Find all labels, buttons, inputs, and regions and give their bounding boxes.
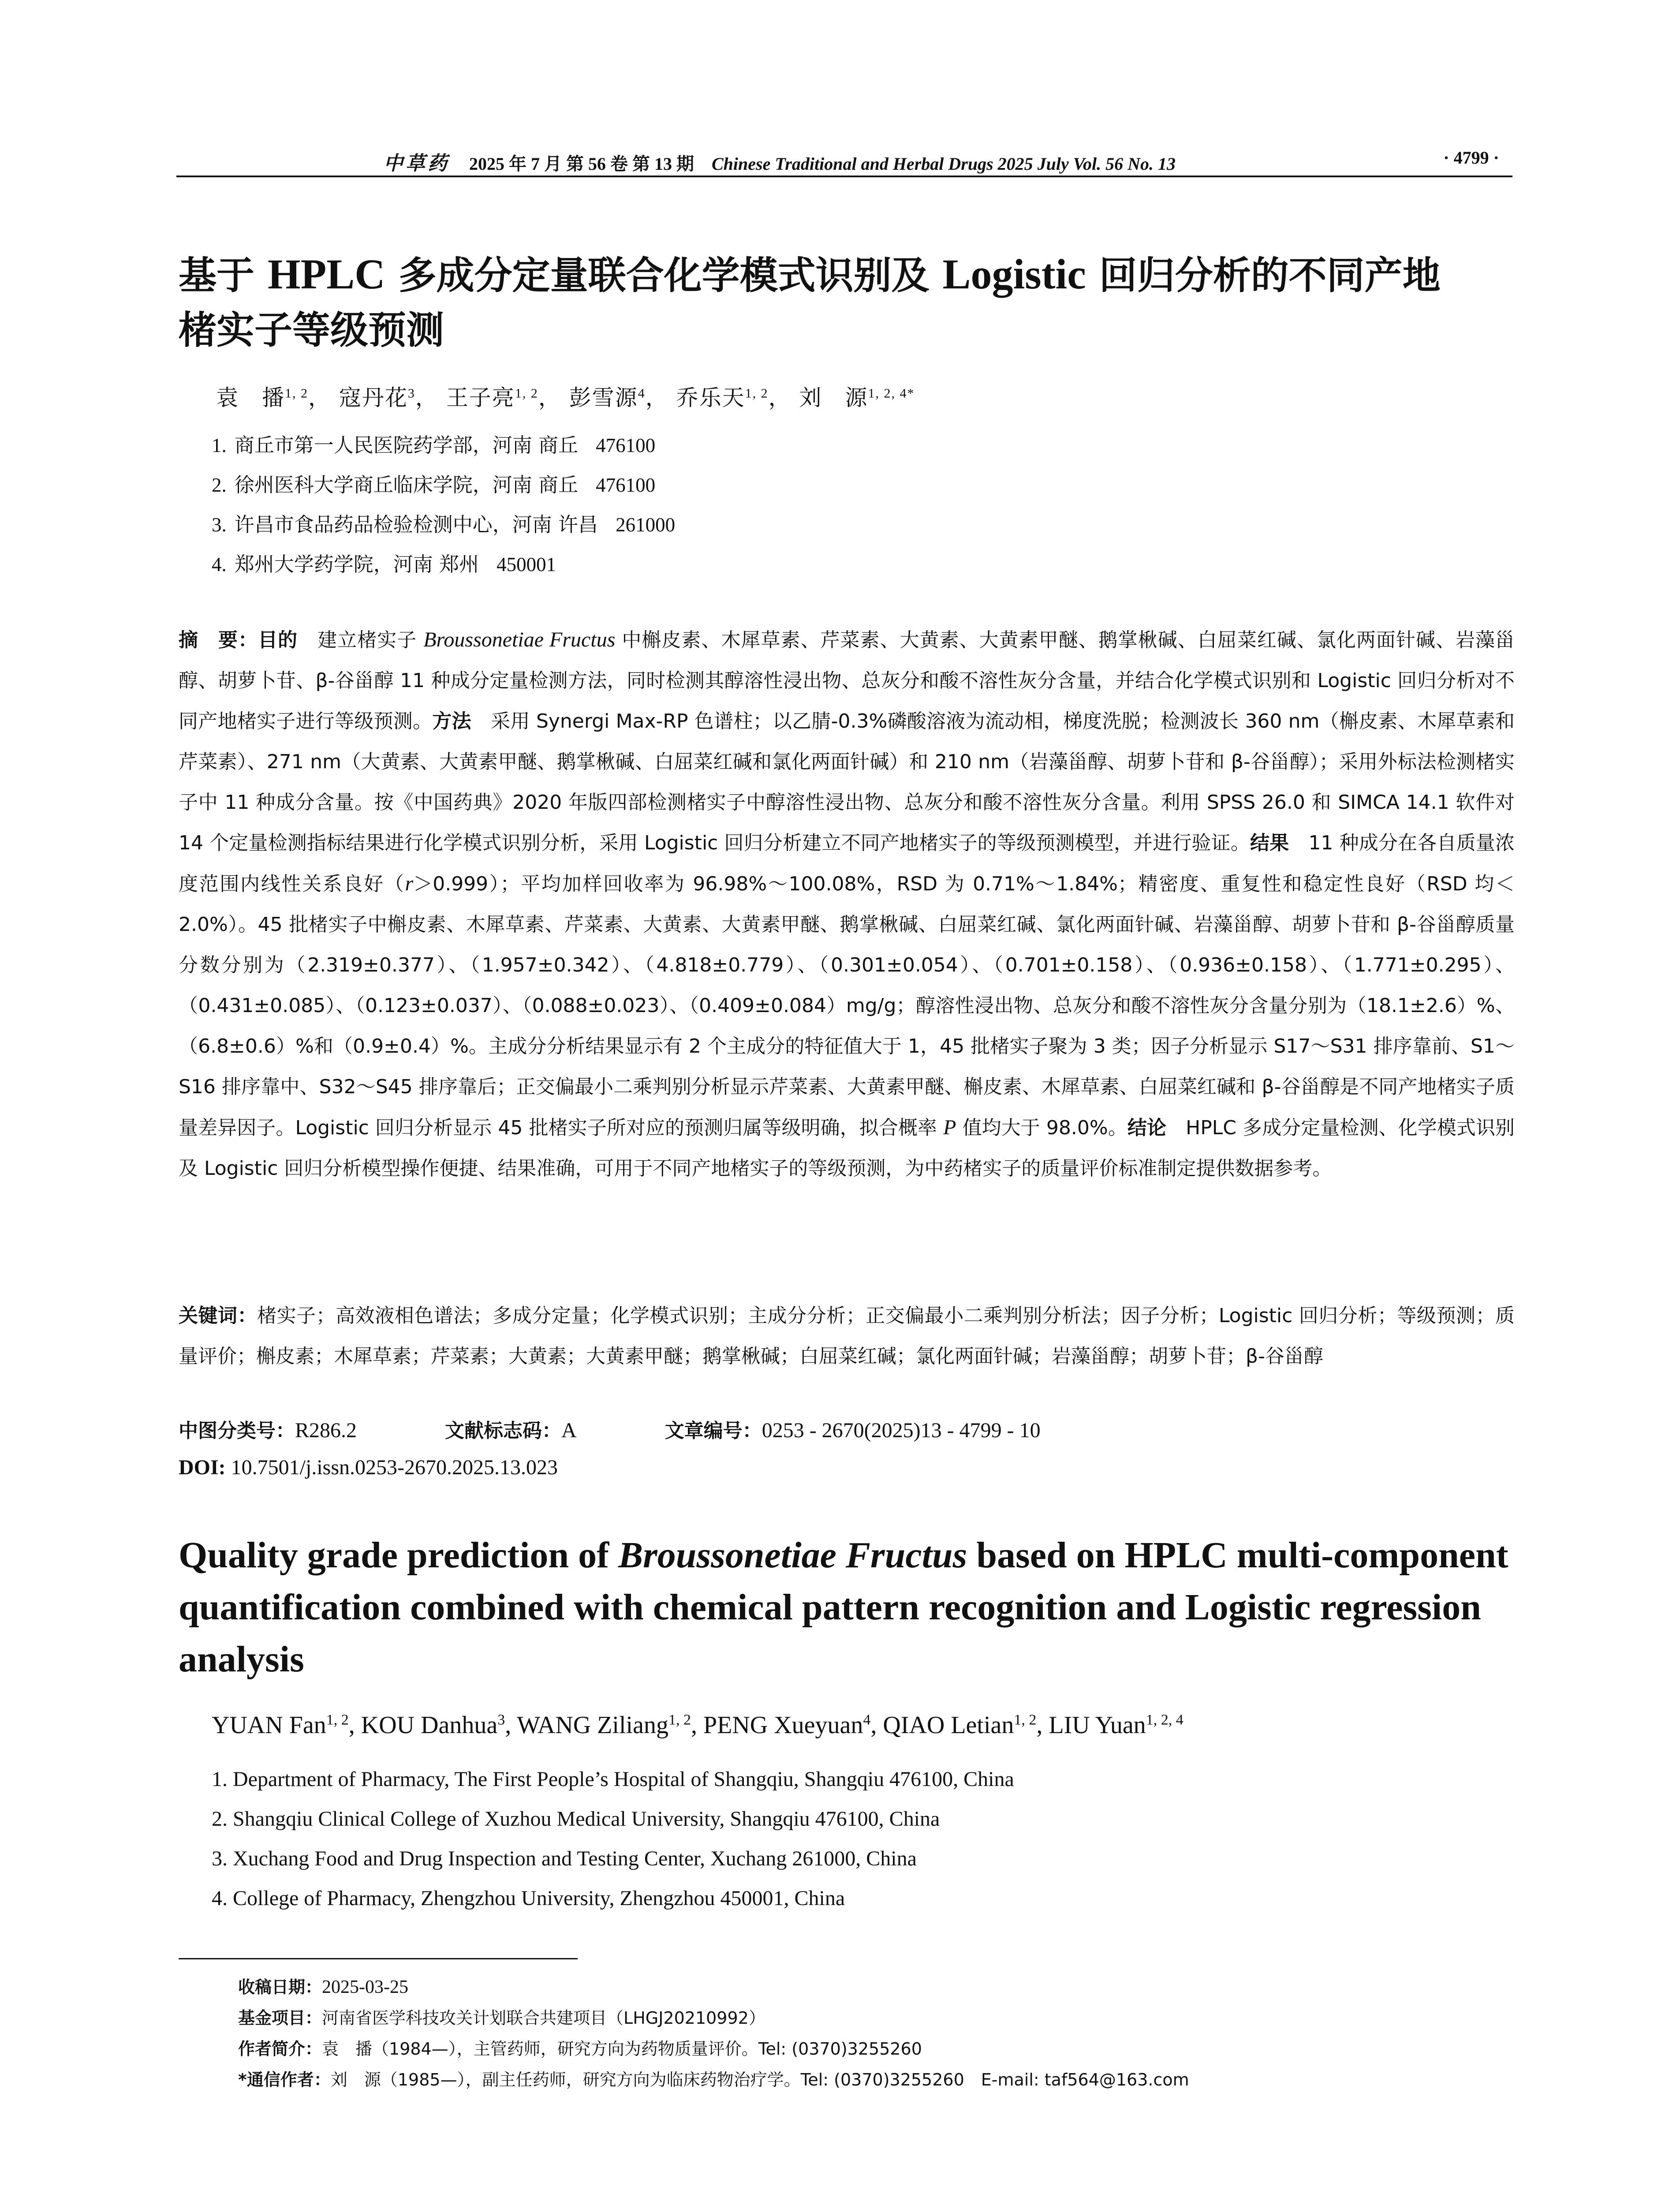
author-sup: 1, 2, 4	[1146, 1712, 1183, 1728]
keywords-label: 关键词：	[179, 1304, 258, 1327]
results-label: 结果	[1250, 832, 1289, 854]
latin-name: Broussonetiae Fructus	[423, 628, 616, 651]
affiliation-en: 1. Department of Pharmacy, The First People’s Hospital of Shangqiu, Shangqiu 476100, China	[212, 1768, 1014, 1791]
author-name: YUAN Fan	[212, 1712, 326, 1739]
author-cn	[676, 385, 769, 411]
author-cn	[216, 385, 308, 411]
footnote-value: 刘 源（1985—），副主任药师，研究方向为临床药物治疗学。Tel: (0370)3255260 E-mail: taf564@163.com	[330, 2070, 1189, 2089]
footnote-value: 河南省医学科技攻关计划联合共建项目（LHGJ20210992）	[322, 2008, 765, 2028]
affiliation-zip: 450001	[497, 553, 556, 576]
article-no-value: 0253 - 2670(2025)13 - 4799 - 10	[762, 1419, 1041, 1442]
author-name: PENG Xueyuan	[703, 1712, 863, 1739]
affiliation-text: 徐州医科大学商丘临床学院，河南 商丘	[234, 473, 579, 497]
author-name: QIAO Letian	[883, 1712, 1014, 1739]
affiliation-text: 商丘市第一人民医院药学部，河南 商丘	[234, 434, 579, 457]
footnote-label: 作者简介：	[238, 2039, 322, 2059]
article-no-label: 文章编号：	[665, 1420, 762, 1442]
footnote-label: 基金项目：	[238, 2008, 322, 2028]
author-name: 袁 播	[216, 385, 285, 411]
objective-text: 建立楮实子	[298, 629, 424, 651]
author-cn	[446, 385, 538, 411]
author-sup: 1, 2	[326, 1712, 349, 1728]
author-sup: 1, 2	[745, 386, 769, 401]
affiliation-zip: 476100	[596, 474, 656, 496]
affiliation-num: 1.	[212, 434, 227, 456]
author-en	[361, 1712, 505, 1739]
objective-label: 目的	[258, 629, 298, 651]
affiliation-text: 许昌市食品药品检验检测中心，河南 许昌	[234, 513, 598, 536]
affiliation-num: 2.	[212, 474, 227, 496]
author-name: 寇丹花	[339, 385, 408, 411]
author-name: WANG Ziliang	[517, 1712, 668, 1739]
author-sup: 4	[638, 386, 646, 401]
title-cn-part: 基于	[179, 254, 268, 298]
author-en	[1049, 1712, 1183, 1739]
author-en	[703, 1712, 870, 1739]
clc-label: 中图分类号：	[179, 1420, 295, 1442]
affiliation-en: 2. Shangqiu Clinical College of Xuzhou Medical University, Shangqiu 476100, China	[212, 1807, 940, 1831]
title-cn-line2: 楮实子等级预测	[179, 308, 444, 352]
affiliation-num: 4.	[212, 553, 227, 576]
author-cn	[339, 385, 415, 411]
author-sup: 1, 2, 4*	[868, 386, 915, 401]
author-sup: 1, 2	[285, 386, 308, 401]
methods-text: 采用 Synergi Max-RP 色谱柱；以乙腈-0.3%磷酸溶液为流动相，梯度洗脱；检测波长 360 nm（槲皮素、木犀草素和芹菜素）、271 nm（大黄素、大黄素甲醚、鹅掌楸碱、白屈菜红碱和氯化两面针碱）和 210 nm（岩藻甾醇、胡萝卜苷和 β-谷甾醇）；采用外标法检测楮实子中 11 种成分含量。按《中国药典》2020 年版四部检测楮实子中醇溶性浸出物、总灰分和酸不溶性灰分含量。利用 SPSS 26.0 和 SIMCA 14.1 软件对 14 个定量检测指标结果进行化学模式识别分析，采用 Logistic 回归分析建立不同产地楮实子的等级预测模型，并进行验证。	[179, 710, 1515, 854]
affiliation-zip: 476100	[596, 434, 656, 456]
author-name: 王子亮	[446, 385, 515, 411]
author-name: LIU Yuan	[1049, 1712, 1146, 1739]
footnote-corresponding	[238, 2066, 1189, 2090]
journal-logo: 中草药	[384, 152, 450, 175]
affiliation-zip: 261000	[616, 514, 676, 536]
methods-label: 方法	[432, 710, 471, 733]
author-cn	[799, 385, 915, 411]
footnote-rule	[179, 1958, 578, 1959]
issue-cn: 2025 年 7 月 第 56 卷 第 13 期	[469, 154, 694, 174]
author-sup: 1, 2	[515, 386, 538, 401]
author-sup: 3	[407, 386, 415, 401]
title-cn-part: 多成分定量联合化学模式识别及	[385, 254, 943, 298]
author-en	[212, 1712, 349, 1739]
author-sup: 3	[497, 1712, 505, 1728]
title-cn-part: HPLC	[267, 250, 385, 298]
author-en	[883, 1712, 1036, 1739]
authors-cn: 袁 播$^{1, 2}$， 寇丹花$^3$， 王子亮$^{1, 2}$， 彭雪源$^4$， 乔乐天$^{1, 2}$， 刘 源$^{1, 2, 4*}$	[216, 385, 915, 411]
title-en-part: Quality grade prediction of	[179, 1535, 619, 1576]
footnote-received	[238, 1973, 408, 1998]
running-header-left	[384, 147, 1176, 176]
affiliations-cn	[212, 426, 675, 584]
affiliation-text: 郑州大学药学院，河南 郑州	[234, 553, 479, 576]
running-header	[176, 142, 1512, 177]
doc-code-value: A	[561, 1419, 577, 1442]
doi-link[interactable]: 10.7501/j.issn.0253-2670.2025.13.023	[225, 1456, 558, 1479]
title-cn-part: Logistic	[942, 250, 1086, 298]
affiliation-cn	[212, 505, 675, 545]
author-sup: 1, 2	[1014, 1712, 1037, 1728]
journal-en: Chinese Traditional and Herbal Drugs 2025 July Vol. 56 No. 13	[712, 154, 1176, 174]
results-text: 11 种成分在各自质量浓度范围内线性关系良好（	[179, 832, 1515, 895]
footnote-fund	[238, 2004, 765, 2029]
footnote-value: 2025-03-25	[322, 1977, 408, 1997]
title-en-latin: Broussonetiae Fructus	[618, 1535, 967, 1576]
affiliation-cn	[212, 426, 675, 465]
title-cn-line1	[179, 247, 1515, 303]
title-en-part: based on HPLC multi-component quantification combined with chemical pattern recognition and Logistic regression analysis	[179, 1535, 1508, 1680]
abstract-label: 摘 要：	[179, 629, 258, 651]
results-text: ＞0.999）；平均加样回收率为 96.98%～100.08%，RSD 为 0.71%～1.84%；精密度、重复性和稳定性良好（RSD 均＜2.0%）。45 批楮实子中槲皮素、木犀草素、芹菜素、大黄素、大黄素甲醚、鹅掌楸碱、白屈菜红碱、氯化两面针碱、岩藻甾醇、胡萝卜苷和 β-谷甾醇质量分数分别为（2.319±0.377）、（1.957±0.342）、（4.818±0.779）、（0.301±0.054）、（0.701±0.158）、（0.936±0.158）、（1.771±0.295）、（0.431±0.085）、（0.123±0.037）、（0.088±0.023）、（0.409±0.084）mg/g；醇溶性浸出物、总灰分和酸不溶性灰分含量分别为（18.1±2.6）%、（6.8±0.6）%和（0.9±0.4）%。主成分分析结果显示有 2 个主成分的特征值大于 1，45 批楮实子聚为 3 类；因子分析显示 S17～S31 排序靠前、S1～S16 排序靠中、S32～S45 排序靠后；正交偏最小二乘判别分析显示芹菜素、大黄素甲醚、槲皮素、木犀草素、白屈菜红碱和 β-谷甾醇是不同产地楮实子质量差异因子。Logistic 回归分析显示 45 批楮实子所对应的预测归属等级明确，拟合概率	[179, 873, 1515, 1139]
header-rule	[176, 176, 1512, 177]
conclusion-text: HPLC 多成分定量检测、化学模式识别及 Logistic 回归分析模型操作便捷、结果准确，可用于不同产地楮实子的等级预测，为中药楮实子的质量评价标准制定提供数据参考。	[179, 1117, 1515, 1180]
doi-label: DOI:	[179, 1456, 226, 1479]
title-cn	[179, 247, 1515, 358]
author-sup: 4	[863, 1712, 871, 1728]
results-r: r	[405, 872, 414, 895]
affiliations-en	[212, 1760, 1014, 1918]
author-name: 刘 源	[799, 385, 868, 411]
author-cn	[569, 385, 646, 411]
affiliation-en: 4. College of Pharmacy, Zhengzhou University, Zhengzhou 450001, China	[212, 1887, 845, 1910]
author-name: 乔乐天	[676, 385, 745, 411]
title-en	[179, 1529, 1515, 1686]
footnote-value: 袁 播（1984—），主管药师，研究方向为药物质量评价。Tel: (0370)3255260	[322, 2039, 922, 2059]
keywords-text: 楮实子；高效液相色谱法；多成分定量；化学模式识别；主成分分析；正交偏最小二乘判别分析法；因子分析；Logistic 回归分析；等级预测；质量评价；槲皮素；木犀草素；芹菜素；大黄素；大黄素甲醚；鹅掌楸碱；白屈菜红碱；氯化两面针碱；岩藻甾醇；胡萝卜苷；β-谷甾醇	[179, 1304, 1515, 1368]
footnote-bio	[238, 2035, 922, 2059]
author-name: 彭雪源	[569, 385, 638, 411]
keywords-cn	[179, 1296, 1515, 1377]
objective-text: 中槲皮素、木犀草素、芹菜素、大黄素、大黄素甲醚、鹅掌楸碱、白屈菜红碱、氯化两面针碱、岩藻甾醇、胡萝卜苷、β-谷甾醇 11 种成分定量检测方法，同时检测其醇溶性浸出物、总灰分和酸不溶性灰分含量，并结合化学模式识别和 Logistic 回归分析对不同产地楮实子进行等级预测。	[179, 629, 1515, 733]
author-sup: 1, 2	[668, 1712, 691, 1728]
doi-line	[179, 1455, 558, 1480]
page-number: · 4799 ·	[1443, 148, 1499, 168]
affiliation-en: 3. Xuchang Food and Drug Inspection and Testing Center, Xuchang 261000, China	[212, 1847, 917, 1870]
affiliation-cn	[212, 465, 675, 505]
results-text: 值均大于 98.0%。	[956, 1117, 1127, 1139]
doc-code-label: 文献标志码：	[445, 1420, 562, 1442]
clc-value: R286.2	[295, 1419, 357, 1442]
authors-en: YUAN Fan$^{1, 2}$, KOU Danhua$^3$, WANG Ziliang$^{1, 2}$, PENG Xueyuan$^4$, QIAO Letian$^{1, 2}$, LIU Yuan$^{1, 2, 4}$	[212, 1712, 1183, 1739]
affiliation-num: 3.	[212, 514, 227, 536]
title-cn-part: 回归分析的不同产地	[1086, 254, 1441, 298]
abstract-cn	[179, 620, 1515, 1189]
affiliation-cn	[212, 545, 675, 584]
footnote-label: 收稿日期：	[238, 1977, 322, 1997]
classification-line	[179, 1415, 1041, 1443]
author-name: KOU Danhua	[361, 1712, 498, 1739]
conclusion-label: 结论	[1127, 1117, 1167, 1139]
results-p: P	[943, 1116, 956, 1139]
author-en	[517, 1712, 691, 1739]
footnote-label: *通信作者：	[238, 2070, 331, 2089]
